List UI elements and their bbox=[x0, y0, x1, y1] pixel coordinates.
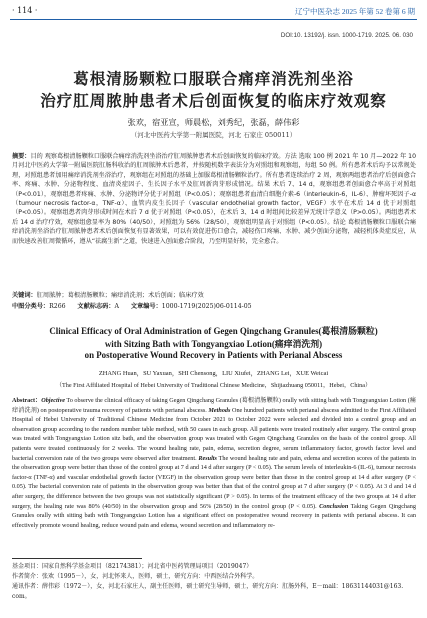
english-affiliation: （The First Affiliated Hospital of Hebei University of Traditional Chinese Medicine，Shijiazhuang 050011，Hebei，China） bbox=[55, 382, 372, 389]
conclusion-text: Taking Gegen Qingchang Granules orally with sitting bath with Tongyangxiao Lotion has a significant effect on postoperative wound recovery in patients with perianal abscess. It can effectively promote wound healing, reduce wound pain and edema, wound secretion and inflammatory re- bbox=[12, 502, 416, 529]
chinese-title-line-2: 治疗肛周脓肿患者术后创面恢复的临床疗效观察 bbox=[40, 92, 387, 110]
results-text: The wound healing rate and pain, edema and secretion scores of the patients in the observation group were better than those of the control group at 7 d and 14 d after surgery (P < 0.05). The serum levels of interleukin-6 (IL-6), tumour necrosis factor-α (TNF-α) and vascular endothelial growth factor (VEGF) in the observation group were better than those in the control group at 14 d after surgery (P < 0.05). The bacterial conversion rate of patients in the observation group was better than that of the control group at 7 d after surgery (P < 0.05). At 3 d and 14 d after surgery, the difference between the two groups was not statistically significant (P > 0.05). In terms of the treatment efficacy of the two groups at 14 d after surgery, the healing rate was 80% (40/50) in the observation group and 56% (28/50) in the control group (P < 0.05). bbox=[12, 454, 416, 510]
keywords-label: 关键词： bbox=[12, 292, 37, 299]
header-rule bbox=[10, 19, 417, 20]
doc-code-label: 文献标志码： bbox=[77, 303, 115, 310]
conclusion-label: Conclusion bbox=[319, 502, 349, 510]
footnotes bbox=[12, 562, 416, 602]
keywords-text: 肛周脓肿；葛根清肠颗粒；痛痒消洗剂；术后创面；临床疗效 bbox=[36, 292, 204, 299]
clc-label: 中图分类号： bbox=[12, 303, 50, 310]
doc-code-value: A bbox=[114, 303, 120, 310]
corresponding-footnote: 通讯作者：薛伟彩（1972－），女，河北石家庄人，副主任医师，硕士研究生导师，硕士，研究方向：肛肠外科，E－mail：18631144031@163. com。 bbox=[12, 583, 404, 600]
journal-info: 辽宁中医杂志 2025 年第 52 卷第 6 期 bbox=[295, 7, 415, 16]
english-abstract bbox=[12, 396, 416, 530]
english-abstract-label: Abstract： bbox=[12, 397, 42, 404]
author-footnote: 作者简介：张欢（1995－），女，河北怀来人，医师，硕士，研究方向：中西医结合外科学。 bbox=[12, 573, 259, 580]
methods-text: One hundred patients with perianal abscess admitted to the First Affiliated Hospital of Hebei University of Traditional Chinese Medicine from October 2021 to October 2022 were selected and divided into a control group and an observation group according to the random number table method, with 50 cases in each group. All patients were treated routinely after surgery. The control group was treated with Tongyangxiao Lotion sitz bath, and the observation group was treated with Gegen Qingchang Granules on the basis of the control group. All patients were treated continuously for 2 weeks. The wound healing rate, pain, edema, secretion degree, serum inflammatory factor, growth factor level and bacterial conversion rate of the two groups were observed after treatment. bbox=[12, 406, 416, 462]
methods-label: Methods bbox=[208, 406, 231, 414]
fund-footnote: 基金项目：国家自然科学基金项目（82174381）；河北省中医药管理局项目（2019047） bbox=[12, 563, 253, 570]
chinese-abstract bbox=[12, 152, 416, 246]
footnote-rule bbox=[12, 558, 142, 559]
article-id-label: 文章编号： bbox=[130, 303, 162, 310]
objective-text: To observe the clinical efficacy of taking Gegen Qingchang Granules (葛根清肠颗粒) orally with sitting bath with Tongyangxiao Lotion (痛痒消洗剂) on postoperative trauma recovery of patients with perianal abscess. bbox=[12, 397, 416, 414]
english-title-line-1: Clinical Efficacy of Oral Administration of Gegen Qingchang Granules(葛根清肠颗粒) bbox=[49, 326, 378, 336]
chinese-affiliation: （河北中医药大学第一附属医院，河北 石家庄 050011） bbox=[130, 131, 297, 139]
doi-line: DOI:10. 13192/j. issn. 1000-1719. 2025. 06. 030 bbox=[280, 32, 413, 39]
chinese-abstract-label: 摘要： bbox=[12, 153, 31, 160]
english-title-line-3: on Postoperative Wound Recovery in Patients with Perianal Abscess bbox=[84, 350, 343, 360]
clc-value: R266 bbox=[49, 303, 66, 310]
page-number: · 114 · bbox=[12, 6, 38, 15]
classification-line bbox=[12, 301, 416, 310]
results-label: Results bbox=[198, 454, 217, 462]
chinese-authors: 张欢，宿亚宣，师晨松，刘秀纪，张磊，薛伟彩 bbox=[127, 117, 300, 127]
objective-label: Objective bbox=[41, 397, 65, 404]
chinese-abstract-text: 目的 观察葛根清肠颗粒口服联合痛痒消洗剂坐浴治疗肛周脓肿患者术后创面恢复的临床疗效。方法 选取 100 例 2021 年 10 月—2022 年 10 月河北中医药大学第一附属医院肛肠科收治的肛周脓肿术后患者，并按随机数字表法分为对照组和观察组，每组 50 例。所有患者术后均予以常规处理，对照组患者加用痛痒消洗剂坐浴治疗，观察组在对照组的基础上加服葛根清肠颗粒治疗。所有患者连续治疗 2 周，观察两组患者治疗后创面愈合率、疼痛、水肿、分泌物程度、血清炎症因子、生长因子水平及肛周新肉芽形成情况。结果 术后 7、14 d，观察组患者创面愈合率高于对照组（P<0.01），观察组患者疼痛、水肿、分泌物评分优于对照组（P<0.05）；观察组患者血清白细胞介素-6（interleukin-6，IL-6）、肿瘤坏死因子-α（tumour necrosis factor-α，TNF-α）、血管内皮生长因子（vascular endothelial growth factor，VEGF）水平在术后 14 d 优于对照组（P<0.05）。观察组患者肉芽形成时间在术后 7 d 优于对照组（P<0.05），在术后 3、14 d 时组间比较差异无统计学意义（P>0.05）。两组患者术后 14 d 治疗疗效，观察组愈显率为 80%（40/50），对照组为 56%（28/50），观察组明显高于对照组（P<0.05）。结论 葛根清肠颗粒口服联合痛痒消洗剂坐浴治疗肛周脓肿患者术后创面恢复有显著效果，可以有效促进伤口愈合，减轻伤口疼痛、水肿、减少创面分泌物，减轻机体炎症反应，从而快速改善肛周微循环，遵从“祛腐生新”之道，快速进入创面愈合阶段，乃至明显好转，完全愈合。 bbox=[12, 153, 416, 245]
keywords bbox=[12, 290, 416, 299]
english-authors: ZHANG Huan，SU Yaxuan，SHI Chensong，LIU Xiufei，ZHANG Lei，XUE Weicai bbox=[98, 370, 329, 377]
chinese-title-line-1: 葛根清肠颗粒口服联合痛痒消洗剂坐浴 bbox=[73, 70, 354, 88]
article-id-value: 1000-1719(2025)06-0114-05 bbox=[161, 303, 252, 310]
english-title-line-2: with Sitzing Bath with Tongyangxiao Lotion(痛痒消洗剂) bbox=[104, 339, 323, 349]
